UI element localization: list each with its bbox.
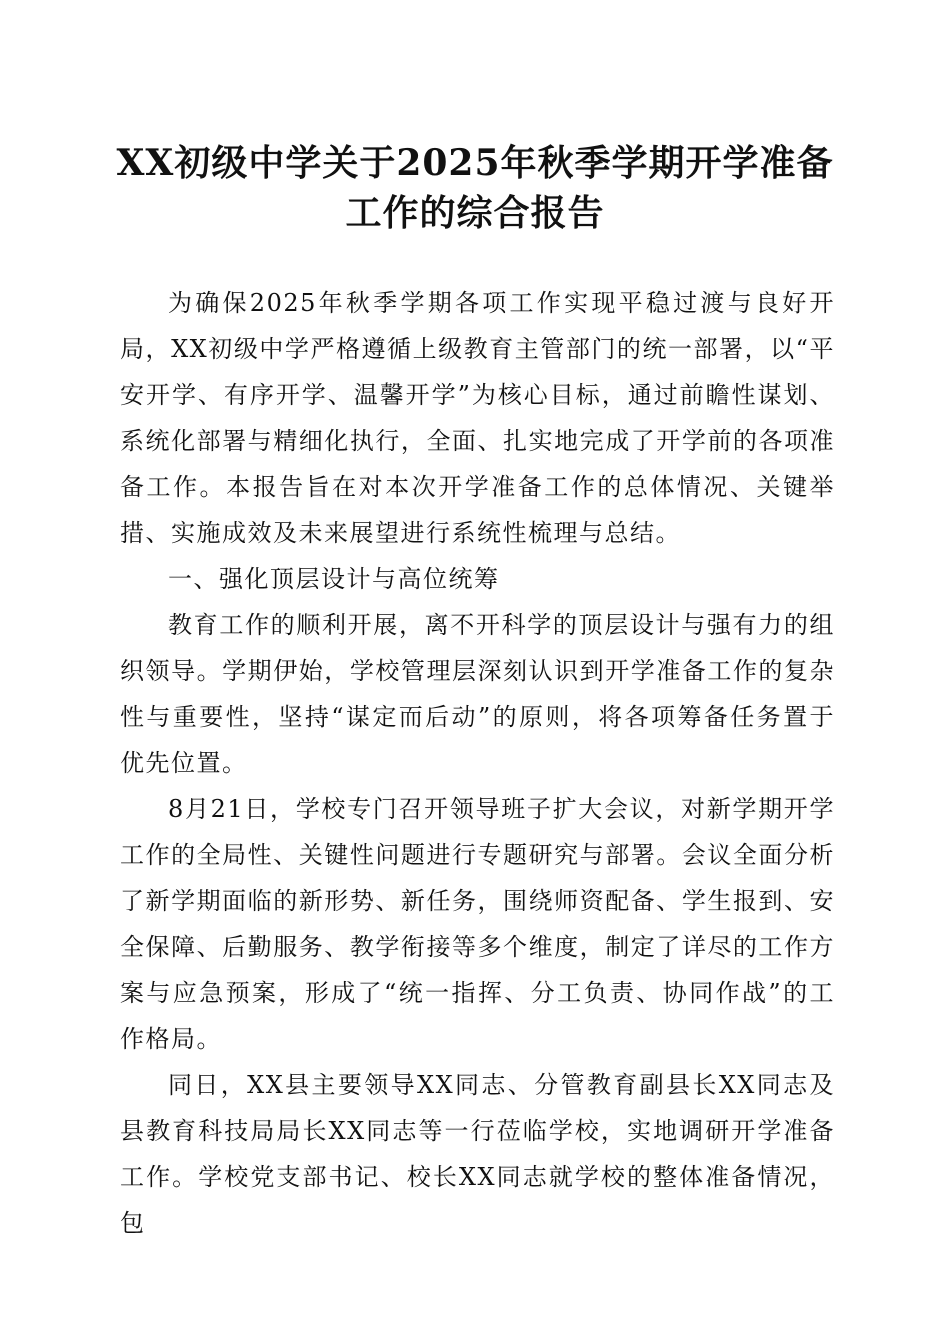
section-heading: 一、强化顶层设计与高位统筹 (168, 565, 500, 593)
intro-paragraph: 为确保2025年秋季学期各项工作实现平稳过渡与良好开局，XX初级中学严格遵循上级教育主管部门的统一部署，以“平安开学、有序开学、温馨开学”为核心目标，通过前瞻性谋划、系统化部署与精细化执行，全面、扎实地完成了开学前的各项准备工作。本报告旨在对本次开学准备工作的总体情况、关键举措、实施成效及未来展望进行系统性梳理与总结。 (120, 289, 835, 547)
body-paragraph: 教育工作的顺利开展，离不开科学的顶层设计与强有力的组织领导。学期伊始，学校管理层深刻认识到开学准备工作的复杂性与重要性，坚持“谋定而后动”的原则，将各项筹备任务置于优先位置。 (120, 611, 835, 777)
document-title: XX初级中学关于2025年秋季学期开学准备工作的综合报告 (116, 142, 834, 234)
body-paragraph: 8月21日，学校专门召开领导班子扩大会议，对新学期开学工作的全局性、关键性问题进行专题研究与部署。会议全面分析了新学期面临的新形势、新任务，围绕师资配备、学生报到、安全保障、后勤服务、教学衔接等多个维度，制定了详尽的工作方案与应急预案，形成了“统一指挥、分工负责、协同作战”的工作格局。 (120, 795, 835, 1053)
body-paragraph: 同日，XX县主要领导XX同志、分管教育副县长XX同志及县教育科技局局长XX同志等一行莅临学校，实地调研开学准备工作。学校党支部书记、校长XX同志就学校的整体准备情况，包 (120, 1071, 835, 1237)
document-body (120, 280, 835, 1246)
